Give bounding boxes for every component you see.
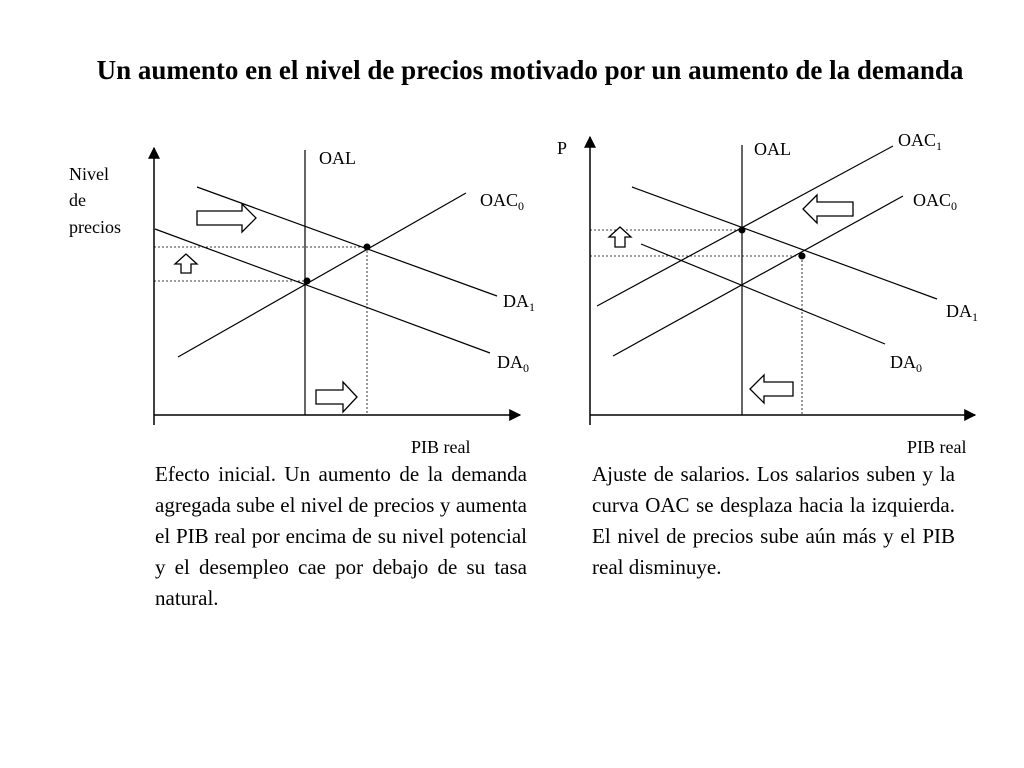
up-arrow-icon — [175, 254, 197, 273]
left-oal-label: OAL — [319, 148, 356, 168]
left-y-axis-label-line-3: precios — [69, 217, 121, 237]
left-y-axis-label-line-2: de — [69, 190, 86, 210]
right-x-axis-label: PIB real — [907, 437, 967, 457]
right-caption: Ajuste de salarios. Los salarios suben y la curva OAC se desplaza hacia la izquierda. El nivel de precios sube aún más y el PIB real disminuye. — [592, 462, 955, 579]
left-da1-label: $DA_1$ — [503, 291, 535, 314]
right-oal-label: OAL — [754, 139, 791, 159]
left-caption: Efecto inicial. Un aumento de la demanda agregada sube el nivel de precios y aumenta el PIB real por encima de su nivel potencial y el desempleo cae por debajo de su tasa natural. — [155, 462, 527, 610]
slide-title: Un aumento en el nivel de precios motivado por un aumento de la demanda — [96, 55, 964, 85]
right-y-axis-label: P — [557, 138, 568, 158]
left-x-axis-label: PIB real — [411, 437, 471, 457]
left-da0-label: $DA_0$ — [497, 352, 529, 375]
right-oac0-label: $OAC_0$ — [913, 190, 958, 213]
right-oac0-line — [613, 196, 903, 356]
right-panel — [557, 130, 978, 457]
right-equilibrium-short-run — [799, 253, 806, 260]
left-oac0-label: $OAC_0$ — [480, 190, 525, 213]
right-da1-line — [632, 187, 937, 299]
left-arrow-icon — [803, 195, 853, 223]
left-equilibrium-new — [364, 244, 371, 251]
left-equilibrium-initial — [304, 278, 311, 285]
right-arrow-icon — [316, 382, 357, 412]
right-da1-label: $DA_1$ — [946, 301, 978, 324]
left-panel — [69, 148, 535, 457]
right-oac1-label: $OAC_1$ — [898, 130, 943, 153]
right-da0-label: $DA_0$ — [890, 352, 922, 375]
left-y-axis-label-line-1: Nivel — [69, 164, 109, 184]
right-equilibrium-final — [739, 227, 746, 234]
right-da0-line — [641, 244, 885, 344]
left-arrow-icon — [750, 375, 793, 403]
right-arrow-icon — [197, 204, 256, 232]
left-da0-line — [155, 229, 490, 353]
